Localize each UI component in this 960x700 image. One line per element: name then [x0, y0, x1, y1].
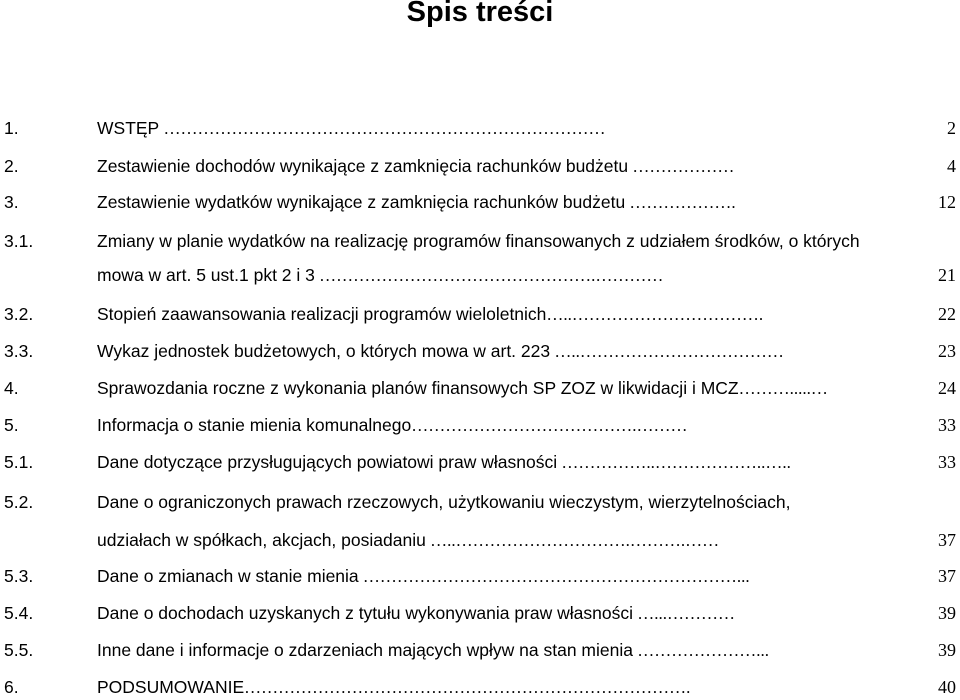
toc-entry-text	[97, 154, 734, 179]
toc-entry-title: Inne dane i informacje o zdarzeniach mających wpływ na stan mienia	[97, 640, 633, 660]
toc-leader-dots: …………………………………………………………...	[358, 567, 750, 586]
toc-entry-number: 5.3.	[4, 566, 34, 586]
toc-page-number: 39	[938, 640, 956, 660]
toc-entry-text	[97, 490, 790, 515]
toc-leader-dots: ………………………………………….…………	[314, 266, 664, 285]
toc-entry-title: Wykaz jednostek budżetowych, o których mowa w art. 223	[97, 341, 551, 361]
toc-page-number: 2	[947, 118, 956, 138]
toc-entry-5-3[interactable]	[0, 564, 960, 588]
toc-entry-title: udziałach w spółkach, akcjach, posiadaniu	[97, 530, 426, 550]
toc-leader-dots: …..………………………….……….……	[425, 531, 720, 550]
toc-entry-number: 5.4.	[4, 603, 34, 623]
toc-entry-text	[97, 675, 690, 700]
toc-entry-title: Zestawienie dochodów wynikające z zamknięcia rachunków budżetu	[97, 156, 629, 176]
toc-page-number: 37	[938, 566, 956, 586]
toc-entry-number: 3.1.	[4, 231, 34, 251]
toc-entry-title: Dane o dochodach uzyskanych z tytułu wykonywania praw własności	[97, 603, 633, 623]
toc-page-number: 4	[947, 156, 956, 176]
toc-page-number: 22	[938, 304, 956, 324]
toc-entry-title: Zmiany w planie wydatków na realizację programów finansowanych z udziałem środków, o których	[97, 231, 860, 251]
toc-entry-text	[97, 638, 769, 663]
toc-page-number: 39	[938, 603, 956, 623]
toc-entry-text	[97, 190, 736, 215]
toc-entry-4[interactable]	[0, 376, 960, 400]
toc-entry-text	[97, 376, 828, 401]
toc-leader-dots: ……………….	[625, 193, 736, 212]
toc-entry-title: Zestawienie wydatków wynikające z zamknięcia rachunków budżetu	[97, 192, 626, 212]
toc-page-number: 21	[938, 265, 956, 285]
toc-entry-3-1[interactable]	[0, 229, 960, 253]
toc-leader-dots: …..…………………………….	[546, 305, 764, 324]
toc-entry-5-2[interactable]	[0, 490, 960, 514]
toc-entry-number: 5.2.	[4, 492, 34, 512]
toc-entry-5-1[interactable]	[0, 450, 960, 474]
toc-entry-5-2-continuation[interactable]	[0, 528, 960, 552]
toc-leader-dots: …………………...	[632, 641, 769, 660]
toc-entry-1[interactable]	[0, 116, 960, 140]
toc-entry-number: 2.	[4, 156, 19, 176]
toc-entry-number: 5.5.	[4, 640, 34, 660]
toc-entry-number: 5.1.	[4, 452, 34, 472]
toc-entry-title: Informacja o stanie mienia komunalnego	[97, 415, 412, 435]
toc-leader-dots: ……………………………………………………………………	[159, 119, 606, 138]
toc-entry-title: PODSUMOWANIE	[97, 677, 245, 697]
toc-leader-dots: …...…………	[632, 604, 735, 623]
toc-page-number: 37	[938, 530, 956, 550]
toc-entry-number: 3.2.	[4, 304, 34, 324]
toc-entry-title: Sprawozdania roczne z wykonania planów finansowych SP ZOZ w likwidacji i MCZ	[97, 378, 739, 398]
toc-entry-title: Dane o ograniczonych prawach rzeczowych, użytkowaniu wieczystym, wierzytelnościach,	[97, 492, 791, 512]
toc-entry-5-4[interactable]	[0, 601, 960, 625]
toc-entry-number: 5.	[4, 415, 19, 435]
toc-entry-title: Stopień zaawansowania realizacji programów wieloletnich	[97, 304, 547, 324]
toc-entry-text	[97, 528, 719, 553]
toc-entry-title: mowa w art. 5 ust.1 pkt 2 i 3	[97, 265, 315, 285]
toc-entry-number: 4.	[4, 378, 19, 398]
toc-entry-3-1-continuation[interactable]	[0, 263, 960, 287]
toc-page-number: 24	[938, 378, 956, 398]
toc-entry-text	[97, 413, 687, 438]
toc-entry-text	[97, 564, 750, 589]
toc-entry-2[interactable]	[0, 154, 960, 178]
toc-entry-number: 6.	[4, 677, 19, 697]
toc-entry-title: Dane o zmianach w stanie mienia	[97, 566, 359, 586]
toc-leader-dots: ………………………………….………	[411, 416, 688, 435]
toc-entry-number: 1.	[4, 118, 19, 138]
toc-entry-text	[97, 302, 763, 327]
toc-entry-5[interactable]	[0, 413, 960, 437]
toc-entry-text	[97, 229, 860, 254]
toc-entry-text	[97, 450, 791, 475]
toc-entry-3-3[interactable]	[0, 339, 960, 363]
toc-entry-text	[97, 339, 784, 364]
toc-entry-title: WSTĘP	[97, 118, 160, 138]
toc-entry-text	[97, 601, 735, 626]
toc-entry-6[interactable]	[0, 675, 960, 699]
toc-entry-3-2[interactable]	[0, 302, 960, 326]
toc-leader-dots: ……….....…	[738, 379, 828, 398]
toc-entry-title: Dane dotyczące przysługujących powiatowi praw własności	[97, 452, 558, 472]
toc-entry-5-5[interactable]	[0, 638, 960, 662]
toc-page-number: 12	[938, 192, 956, 212]
toc-leader-dots: …..………………………………	[550, 342, 784, 361]
toc-leader-dots: ………………	[628, 157, 735, 176]
page-title: Spis treści	[406, 0, 554, 28]
toc-leader-dots: ……………..………………..…..	[557, 453, 791, 472]
toc-page-number: 33	[938, 452, 956, 472]
toc-entry-number: 3.3.	[4, 341, 34, 361]
toc-page-number: 33	[938, 415, 956, 435]
toc-leader-dots: …………………………………………………………………….	[244, 678, 691, 697]
toc-page-number: 40	[938, 677, 956, 697]
toc-page-number: 23	[938, 341, 956, 361]
toc-entry-3[interactable]	[0, 190, 960, 214]
toc-entry-number: 3.	[4, 192, 19, 212]
toc-entry-text	[97, 263, 663, 288]
toc-entry-text	[97, 116, 605, 141]
